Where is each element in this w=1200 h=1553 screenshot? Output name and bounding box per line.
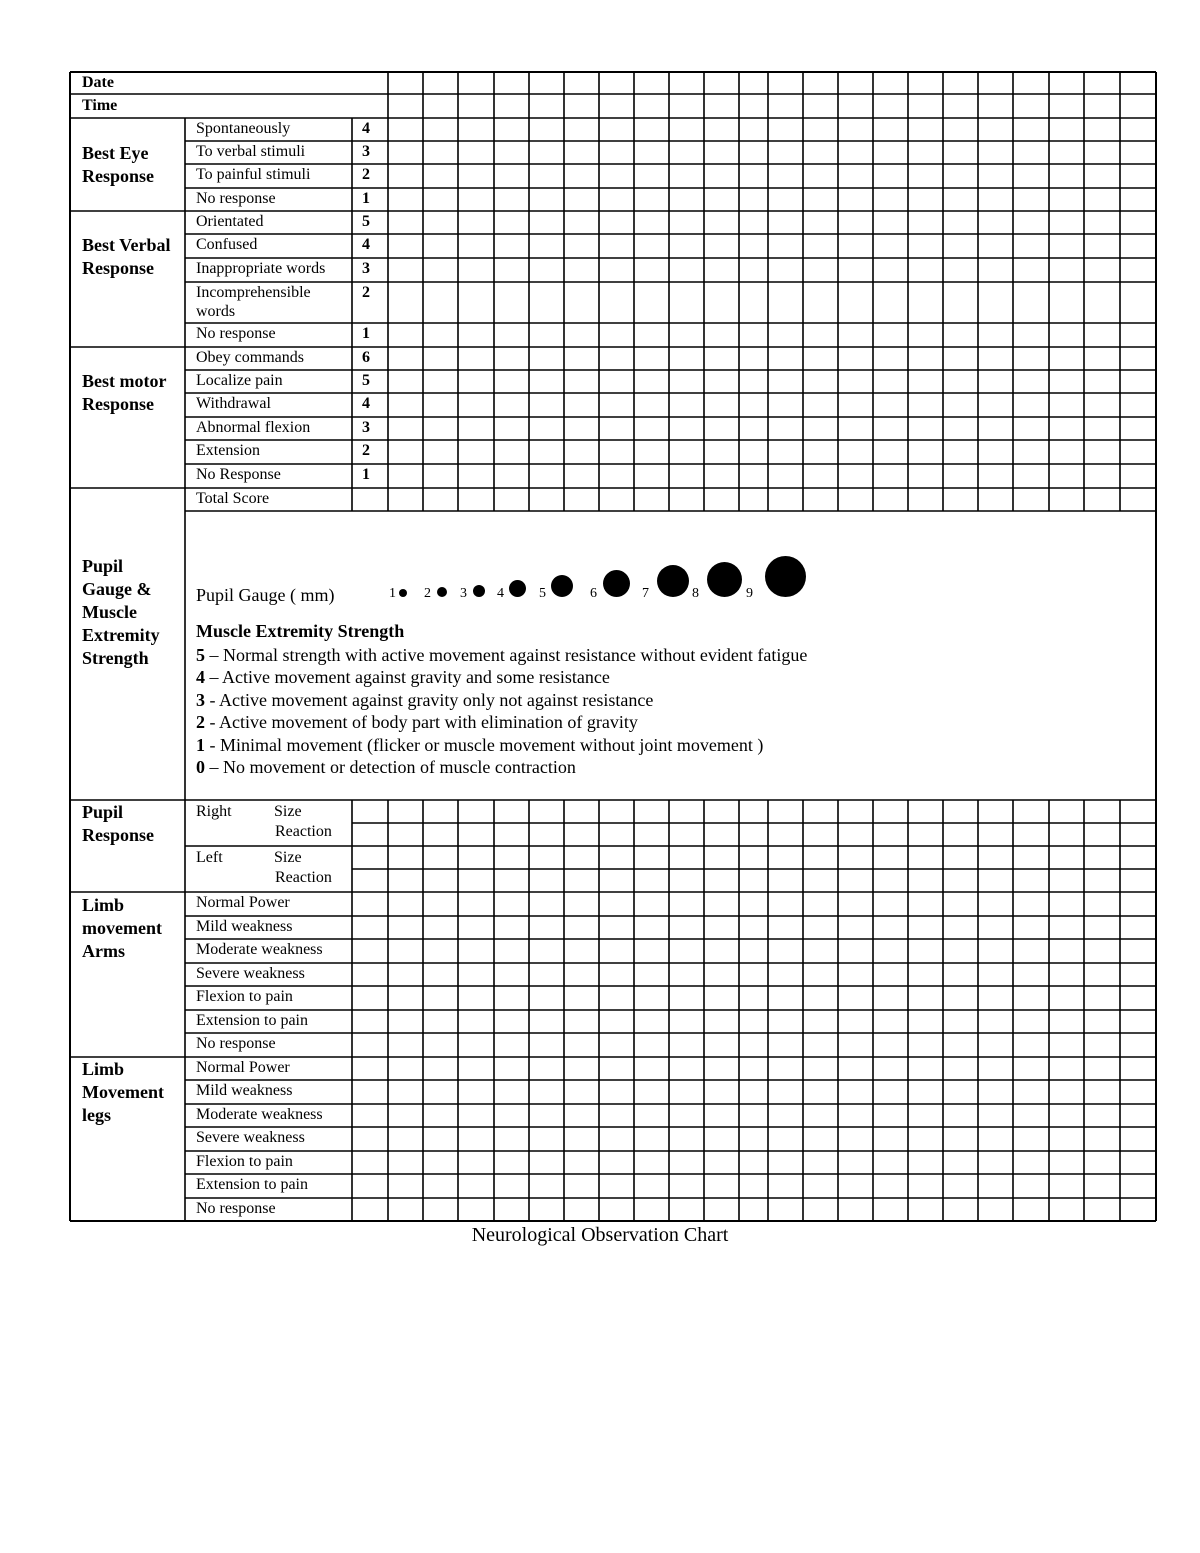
- row-label: Abnormal flexion: [196, 419, 311, 436]
- limb-row-label: Moderate weakness: [196, 1106, 323, 1123]
- limb-row-label: Mild weakness: [196, 918, 293, 935]
- muscle-grade-text: – No movement or detection of muscle contraction: [205, 757, 576, 777]
- limb-row-label: Extension to pain: [196, 1012, 308, 1029]
- row-score: 2: [362, 166, 370, 183]
- pupil-gauge-section-title: Pupil Gauge & Muscle Extremity Strength: [82, 556, 160, 668]
- verbal-section-title: Best Verbal Response: [82, 235, 171, 278]
- pupil-gauge-dot: [473, 585, 485, 597]
- muscle-strength-level: [196, 756, 576, 778]
- limb-row-label: Normal Power: [196, 1059, 290, 1076]
- row-score: 5: [362, 372, 370, 389]
- limb-row-label: Normal Power: [196, 894, 290, 911]
- pupil-gauge-dot: [603, 570, 630, 597]
- row-label: Extension: [196, 442, 260, 459]
- row-score: 2: [362, 442, 370, 459]
- row-score: 1: [362, 325, 370, 342]
- muscle-strength-level: [196, 689, 653, 711]
- legs-section-title: Limb Movement legs: [82, 1059, 164, 1125]
- pupil-gauge-dot: [399, 589, 407, 597]
- limb-row-label: Flexion to pain: [196, 988, 293, 1005]
- pupil-response-section-title: Pupil Response: [82, 802, 155, 845]
- row-score: 5: [362, 213, 370, 230]
- row-label: Confused: [196, 236, 258, 253]
- row-score: 1: [362, 466, 370, 483]
- limb-row-label: Mild weakness: [196, 1082, 293, 1099]
- pupil-gauge-dot: [551, 575, 573, 597]
- row-label: Inappropriate words: [196, 260, 326, 277]
- limb-row-label: No response: [196, 1200, 276, 1217]
- muscle-strength-level: [196, 734, 763, 756]
- pupil-gauge-label: Pupil Gauge ( mm): [196, 585, 335, 605]
- chart-caption: Neurological Observation Chart: [471, 1224, 729, 1246]
- muscle-grade: 2: [196, 712, 205, 733]
- pupil-gauge-size: 2: [424, 586, 431, 601]
- pupil-right-size-label: Size: [274, 803, 302, 820]
- muscle-strength-level: [196, 666, 610, 688]
- row-score: 4: [362, 395, 370, 412]
- pupil-gauge-dot: [657, 565, 689, 597]
- row-score: 3: [362, 260, 370, 277]
- limb-row-label: Severe weakness: [196, 965, 305, 982]
- row-label: No response: [196, 325, 276, 342]
- pupil-gauge-size: 1: [389, 586, 396, 601]
- date-label: Date: [82, 74, 114, 91]
- pupil-left-reaction-label: Reaction: [275, 869, 332, 886]
- pupil-gauge-size: 7: [642, 586, 649, 601]
- row-label: Obey commands: [196, 349, 304, 366]
- muscle-grade-text: – Active movement against gravity and some resistance: [205, 667, 610, 688]
- row-label: No Response: [196, 466, 281, 483]
- row-score: 4: [362, 120, 370, 137]
- pupil-gauge-size: 6: [590, 586, 597, 601]
- limb-row-label: Flexion to pain: [196, 1153, 293, 1170]
- pupil-gauge-size: 3: [460, 586, 467, 601]
- muscle-grade-text: - Active movement against gravity only not against resistance: [205, 689, 654, 710]
- row-score: 6: [362, 349, 370, 366]
- muscle-grade-text: - Minimal movement (flicker or muscle movement without joint movement ): [205, 734, 764, 755]
- row-label: To painful stimuli: [196, 166, 311, 183]
- pupil-left-size-label: Size: [274, 849, 302, 866]
- muscle-grade-text: – Normal strength with active movement against resistance without evident fatigue: [205, 645, 808, 665]
- muscle-strength-level: [196, 644, 807, 666]
- row-score: 4: [362, 236, 370, 253]
- total-score-label: Total Score: [196, 490, 270, 507]
- muscle-grade-text: - Active movement of body part with elimination of gravity: [205, 712, 638, 733]
- eye-section-title: Best Eye Response: [82, 143, 155, 186]
- pupil-gauge-size: 4: [497, 586, 504, 601]
- limb-row-label: Moderate weakness: [196, 941, 323, 958]
- muscle-strength-title: Muscle Extremity Strength: [196, 621, 405, 641]
- row-label: Localize pain: [196, 372, 283, 389]
- muscle-grade: 1: [196, 734, 205, 755]
- row-label: Incomprehensible words: [196, 284, 311, 320]
- pupil-gauge-dot: [509, 580, 526, 597]
- pupil-right-label: Right: [196, 803, 232, 820]
- row-label: Withdrawal: [196, 395, 271, 412]
- row-score: 3: [362, 419, 370, 436]
- pupil-right-reaction-label: Reaction: [275, 823, 332, 840]
- pupil-gauge-dot: [707, 562, 742, 597]
- row-label: Spontaneously: [196, 120, 291, 137]
- row-score: 1: [362, 190, 370, 207]
- time-label: Time: [82, 97, 118, 114]
- row-label: To verbal stimuli: [196, 143, 306, 160]
- row-label: Orientated: [196, 213, 264, 230]
- muscle-grade: 5: [196, 645, 205, 665]
- muscle-grade: 0: [196, 757, 205, 777]
- row-score: 3: [362, 143, 370, 160]
- muscle-grade: 3: [196, 689, 205, 710]
- pupil-gauge-size: 5: [539, 586, 546, 601]
- limb-row-label: No response: [196, 1035, 276, 1052]
- pupil-gauge-size: 8: [692, 586, 699, 601]
- limb-row-label: Extension to pain: [196, 1176, 308, 1193]
- row-score: 2: [362, 284, 370, 301]
- muscle-grade: 4: [196, 667, 205, 688]
- pupil-left-label: Left: [196, 849, 223, 866]
- limb-row-label: Severe weakness: [196, 1129, 305, 1146]
- motor-section-title: Best motor Response: [82, 371, 167, 414]
- pupil-gauge-dot: [765, 556, 806, 597]
- pupil-gauge-dot: [437, 587, 447, 597]
- muscle-strength-level: [196, 711, 638, 733]
- row-label: No response: [196, 190, 276, 207]
- pupil-gauge-size: 9: [746, 586, 753, 601]
- arms-section-title: Limb movement Arms: [82, 895, 162, 961]
